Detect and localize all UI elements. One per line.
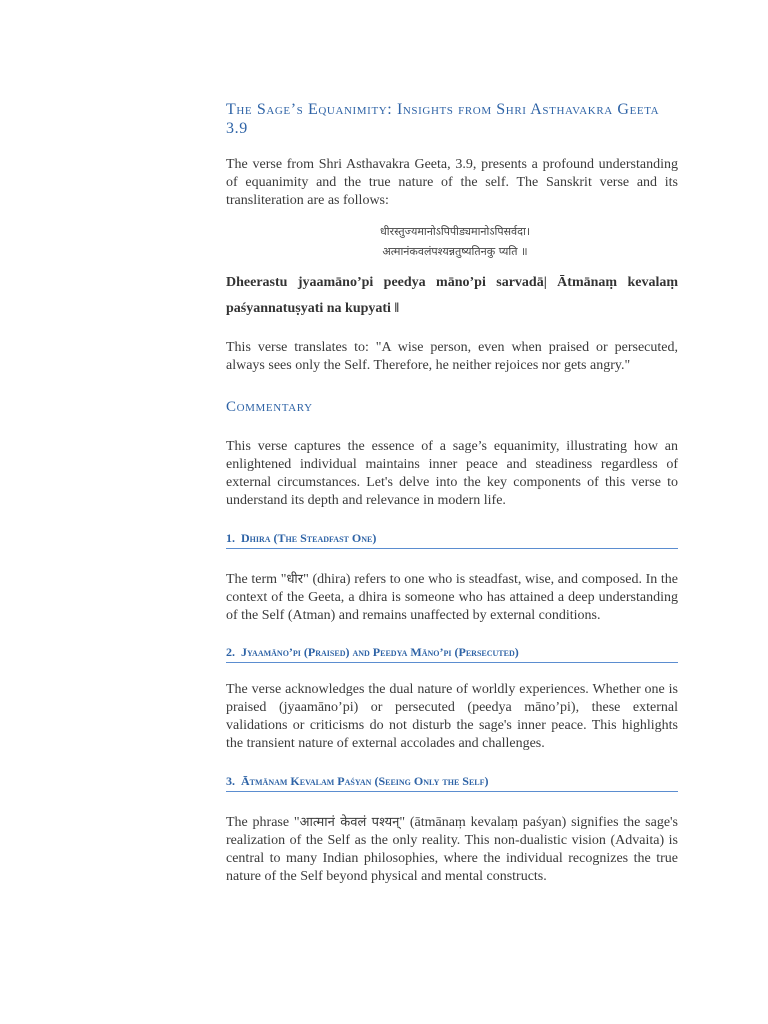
section-2-paragraph: The verse acknowledges the dual nature of worldly experiences. Whether one is praised (jyaamāno’pi) or persecuted (peedya māno’pi), these external validations or criticisms do not disturb the sage's inner peace. This highlights the transient nature of external accolades and challenges. [226, 682, 678, 751]
commentary-intro: This verse captures the essence of a sage’s equanimity, illustrating how an enlightened individual maintains inner peace and steadiness regardless of external circumstances. Let's delve into the key components of this verse to understand its depth and relevance in modern life. [226, 439, 678, 508]
section-1-heading [226, 531, 678, 549]
intro-paragraph: The verse from Shri Asthavakra Geeta, 3.9, presents a profound understanding of equanimity and the true nature of the self. The Sanskrit verse and its transliteration are as follows: [226, 157, 678, 208]
article [226, 100, 678, 886]
section-1-paragraph [226, 571, 678, 625]
section-2-title: Jyaamāno’pi (Praised) and Peedya Māno’pi (Persecuted) [241, 645, 519, 659]
section-1-text-before: The term " [226, 572, 287, 587]
sanskrit-line-2: अत्मानंकवलंपश्यन्नतुष्यतिनकु प्यति ॥ [382, 245, 528, 258]
translation-paragraph: This verse translates to: "A wise person, even when praised or persecuted, always sees only the Self. Therefore, he neither rejoices nor gets angry." [226, 340, 678, 373]
section-3-heading [226, 774, 678, 792]
section-1-number: 1. [226, 531, 235, 545]
section-3-devanagari: आत्मानं केवलं पश्यन् [299, 815, 400, 830]
sanskrit-verse [226, 222, 678, 262]
section-1-devanagari: धीर [286, 572, 304, 587]
section-2-number: 2. [226, 645, 235, 659]
section-3-number: 3. [226, 774, 235, 788]
transliteration: Dheerastu jyaamāno’pi peedya māno’pi sarvadā| Ātmānaṃ kevalaṃ paśyannatuṣyati na kupyati ‖ [226, 275, 678, 316]
commentary-heading: Commentary [226, 399, 313, 415]
section-3-text-after: " (ātmānaṃ kevalaṃ paśyan) signifies the sage's realization of the Self as the only reality. This non-dualistic vision (Advaita) is central to many Indian philosophies, where the individual recognizes the true nature of the Self beyond physical and mental constructs. [226, 815, 679, 884]
section-3-text-before: The phrase " [226, 815, 300, 830]
section-1-title: Dhira (The Steadfast One) [241, 531, 377, 545]
page-title: The Sage’s Equanimity: Insights from Shri Asthavakra Geeta 3.9 [226, 101, 660, 137]
sanskrit-line-1: धीरस्तुज्यमानोऽपिपीड्यमानोऽपिसर्वदा। [379, 225, 531, 238]
section-2-heading [226, 645, 678, 663]
section-1-text-after: " (dhira) refers to one who is steadfast, wise, and composed. In the context of the Geeta, a dhira is someone who has attained a deep understanding of the Self (Atman) and remains unaffected by external conditions. [226, 572, 678, 623]
section-3-paragraph [226, 814, 678, 886]
section-3-title: Ātmānam Kevalam Paśyan (Seeing Only the Self) [241, 774, 489, 788]
